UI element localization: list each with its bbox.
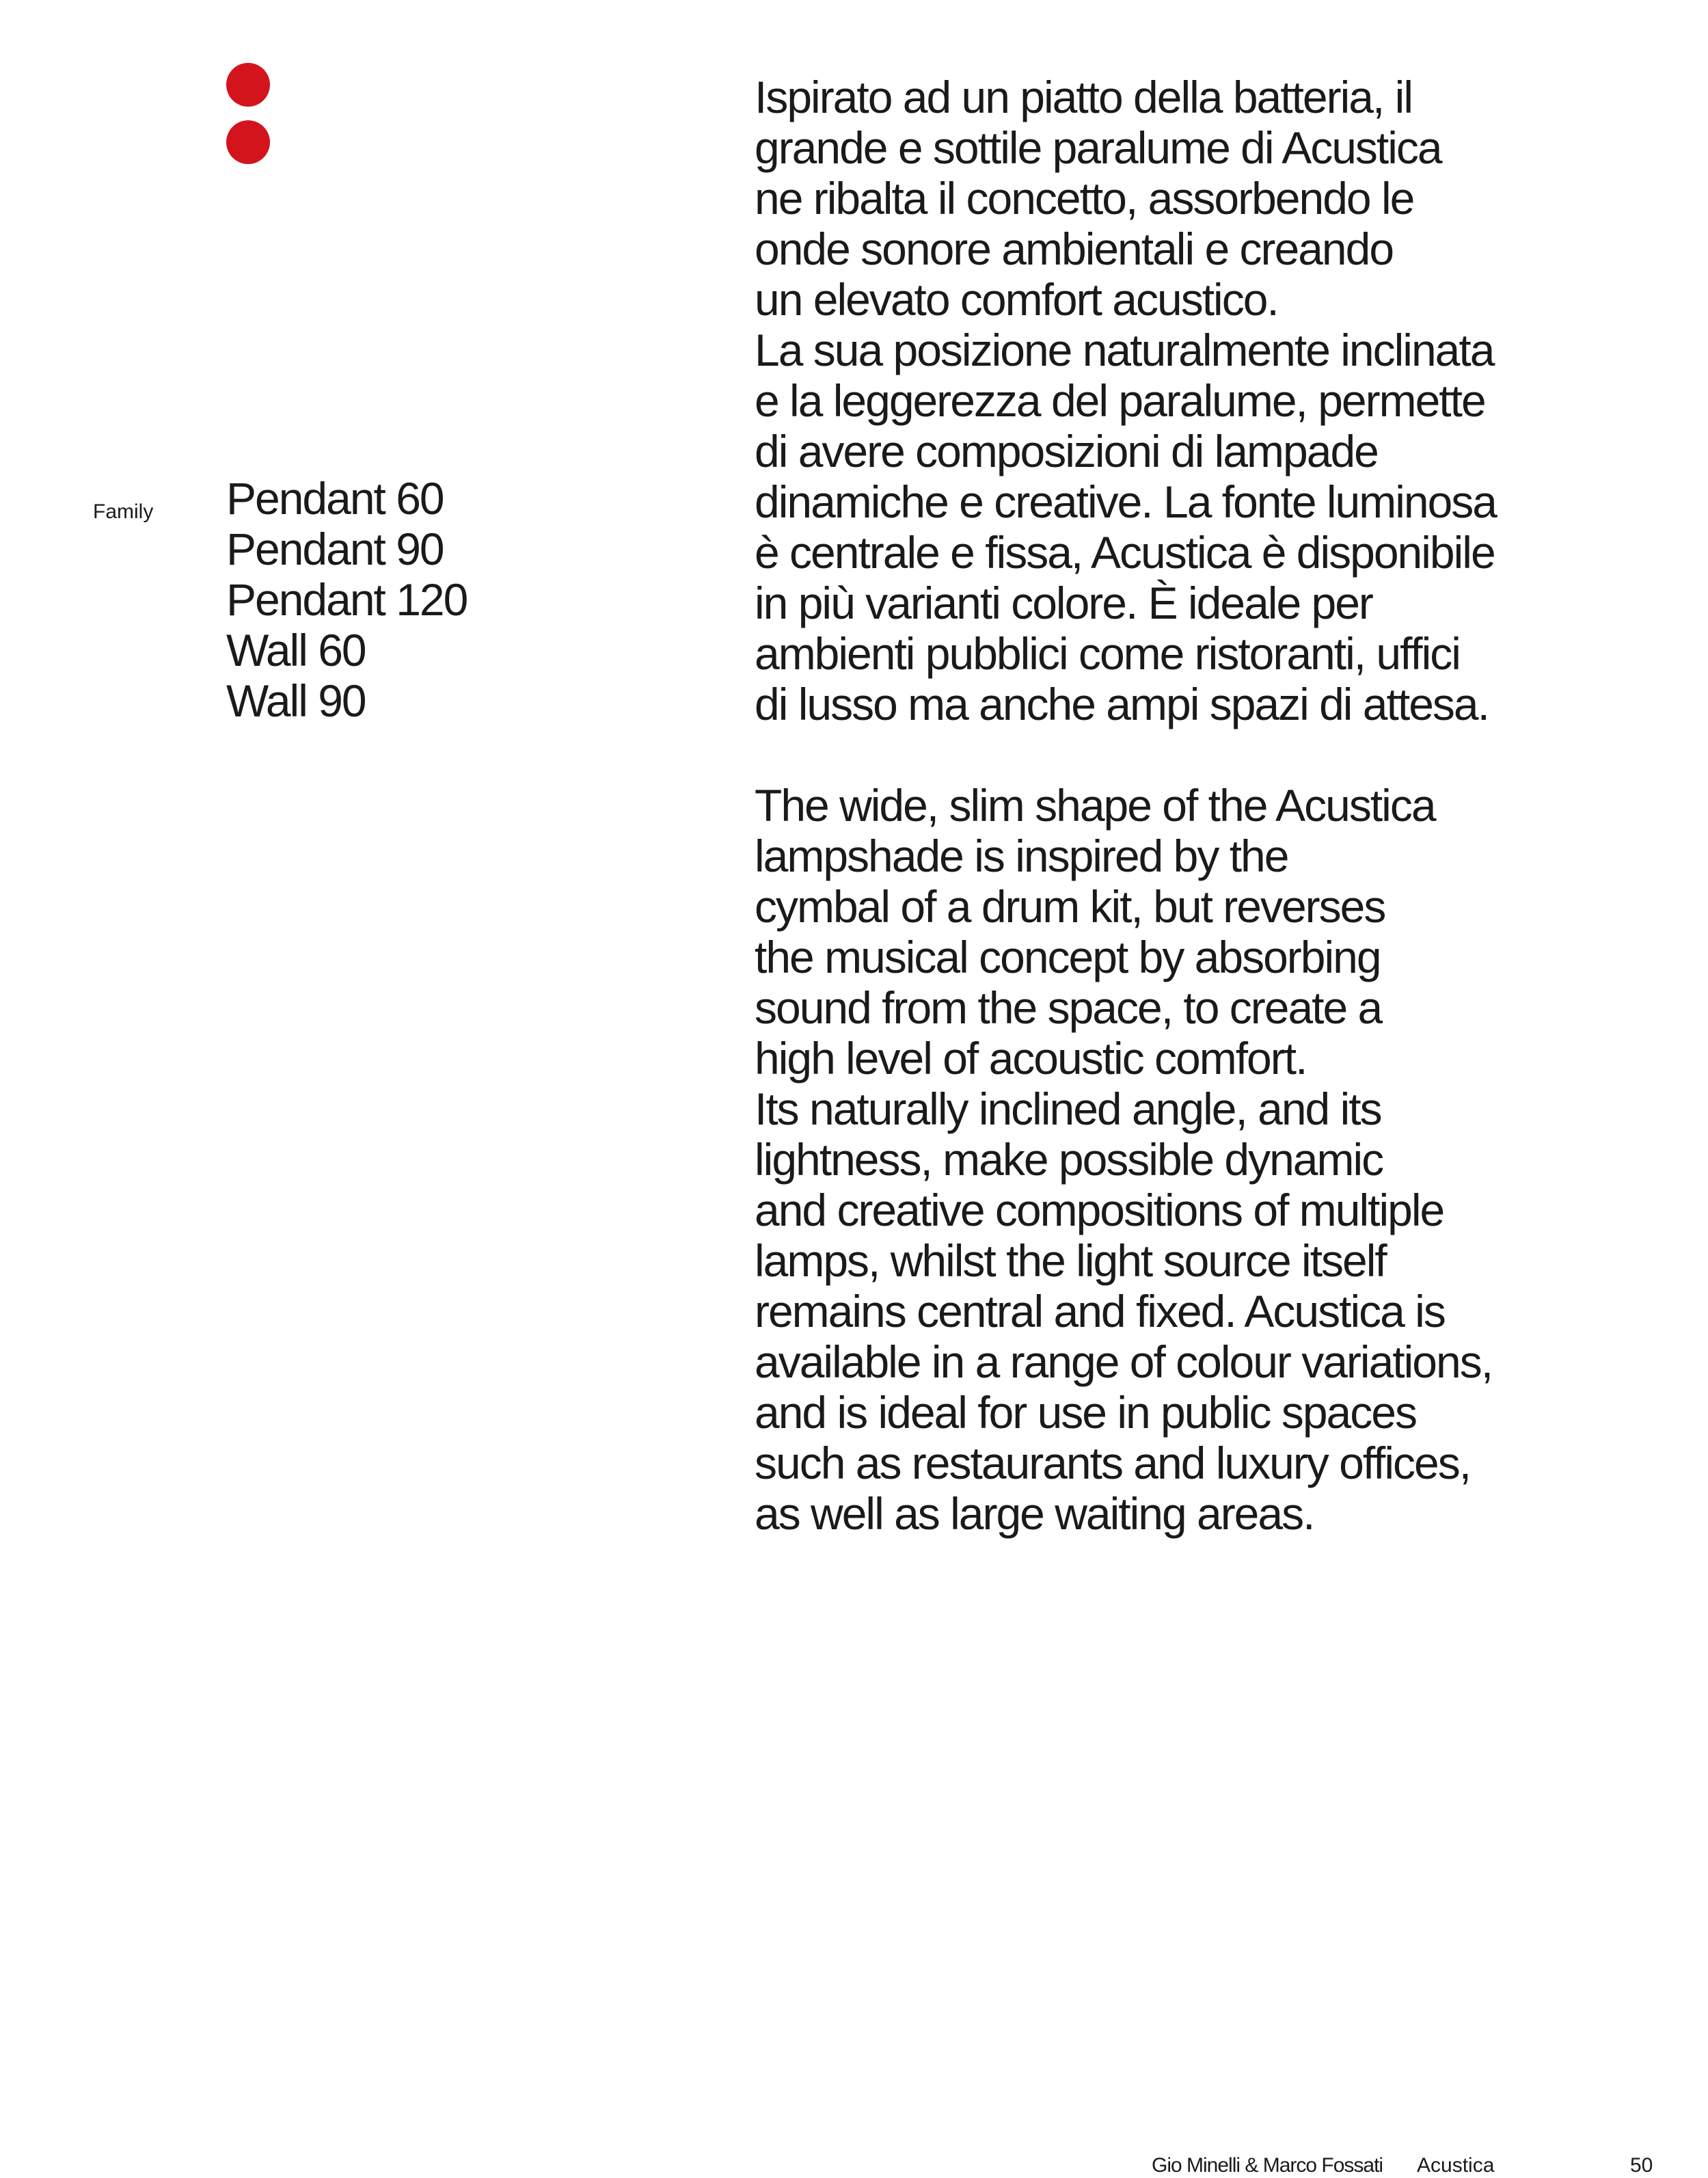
description-line: and creative compositions of multiple — [755, 1185, 1444, 1235]
family-item-pendant-90: Pendant 90 — [226, 524, 444, 574]
description-line: cymbal of a drum kit, but reverses — [755, 881, 1385, 932]
footer-product-name: Acustica — [1417, 2154, 1495, 2177]
description-line: Its naturally inclined angle, and its — [755, 1084, 1381, 1134]
description-line: such as restaurants and luxury offices, — [755, 1438, 1471, 1488]
description-line: ambienti pubblici come ristoranti, uffici — [755, 628, 1460, 679]
family-label: Family — [93, 500, 154, 523]
description-line: di lusso ma anche ampi spazi di attesa. — [755, 679, 1489, 729]
footer-authors: Gio Minelli & Marco Fossati — [1152, 2154, 1383, 2177]
description-line: di avere composizioni di lampade — [755, 426, 1378, 476]
description-line: as well as large waiting areas. — [755, 1488, 1314, 1539]
description-line: The wide, slim shape of the Acustica — [755, 780, 1435, 831]
description-line: available in a range of colour variations, — [755, 1336, 1493, 1387]
description-line: onde sonore ambientali e creando — [755, 224, 1394, 274]
description-italian — [755, 72, 1575, 729]
description-line: and is ideal for use in public spaces — [755, 1387, 1416, 1438]
family-item-pendant-60: Pendant 60 — [226, 473, 444, 524]
description-line: e la leggerezza del paralume, permette — [755, 375, 1485, 426]
description-line: dinamiche e creative. La fonte luminosa — [755, 476, 1496, 527]
description-line: un elevato comfort acustico. — [755, 274, 1278, 325]
description-line: lamps, whilst the light source itself — [755, 1235, 1386, 1286]
description-line: lampshade is inspired by the — [755, 831, 1288, 881]
description-line: remains central and fixed. Acustica is — [755, 1286, 1445, 1336]
page-number: 50 — [1630, 2154, 1653, 2177]
description-line: è centrale e fissa, Acustica è disponibile — [755, 527, 1495, 578]
description-english — [755, 780, 1575, 1539]
description-line: sound from the space, to create a — [755, 982, 1382, 1033]
description-line: ne ribalta il concetto, assorbendo le — [755, 173, 1414, 224]
description-line: the musical concept by absorbing — [755, 932, 1381, 982]
description-line: in più varianti colore. È ideale per — [755, 578, 1372, 628]
description-line: lightness, make possible dynamic — [755, 1134, 1383, 1185]
description-line: grande e sottile paralume di Acustica — [755, 122, 1441, 173]
brand-dot-bottom — [226, 120, 270, 164]
family-list — [226, 473, 467, 726]
brand-dot-top — [226, 63, 270, 107]
family-item-wall-90: Wall 90 — [226, 675, 366, 726]
description-line: La sua posizione naturalmente inclinata — [755, 325, 1494, 375]
description-line: high level of acoustic comfort. — [755, 1033, 1307, 1084]
family-item-wall-60: Wall 60 — [226, 625, 366, 675]
family-item-pendant-120: Pendant 120 — [226, 574, 467, 625]
description-line: Ispirato ad un piatto della batteria, il — [755, 72, 1412, 122]
